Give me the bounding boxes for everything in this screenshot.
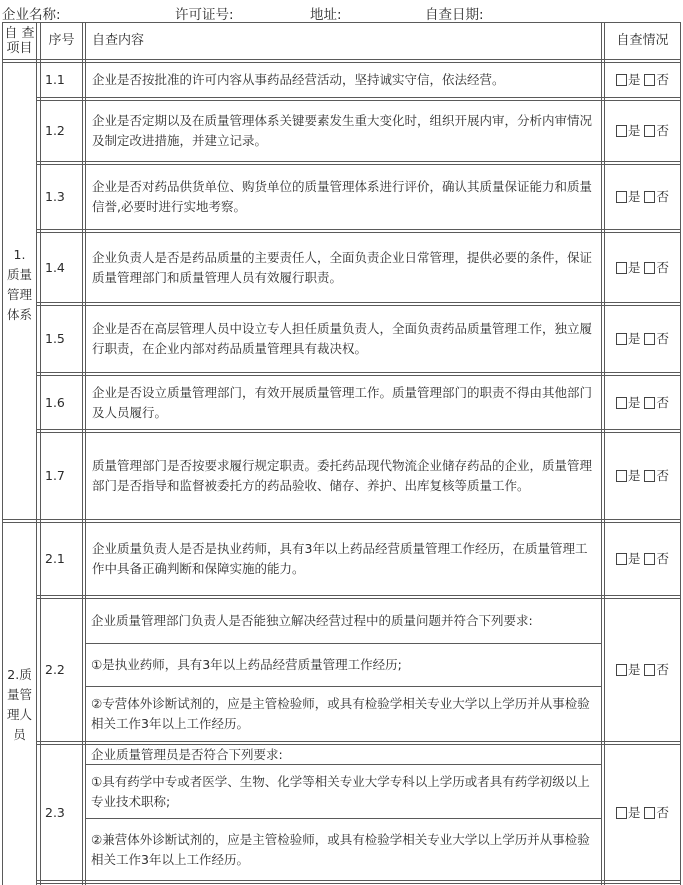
- row-content: 企业是否对药品供货单位、购货单位的质量管理体系进行评价，确认其质量保证能力和质量信誉,必要时进行实地考察。: [92, 179, 593, 214]
- yes-checkbox[interactable]: [616, 397, 627, 409]
- category-quality-personnel: 2.质量管理人员: [7, 667, 33, 742]
- yes-label: 是: [627, 394, 641, 410]
- row-content: 企业负责人是否是药品质量的主要责任人，全面负责企业日常管理，提供必要的条件，保证质量管理部门和质量管理人员有效履行职责。: [92, 249, 593, 285]
- no-label: 否: [656, 394, 669, 410]
- yes-checkbox[interactable]: [616, 664, 627, 676]
- address-label: 地址:: [310, 7, 342, 23]
- status-choice[interactable]: [605, 101, 680, 161]
- row-subcontent: ②兼营体外诊断试剂的，应是主管检验师，或具有检验学相关专业大学以上学历并从事检验相关工作3年以上工作经历。: [91, 831, 590, 867]
- row-seq: 2.2: [45, 662, 65, 677]
- yes-label: 是: [627, 662, 641, 677]
- status-choice[interactable]: [605, 599, 680, 741]
- no-label: 否: [656, 804, 669, 820]
- yes-label: 是: [627, 551, 641, 566]
- header-content: 自查内容: [92, 33, 145, 48]
- yes-checkbox[interactable]: [616, 191, 627, 203]
- row-seq: 2.1: [45, 551, 65, 566]
- yes-checkbox[interactable]: [616, 125, 627, 137]
- row-content: 企业是否定期以及在质量管理体系关键要素发生重大变化时，组织开展内审，分析内审情况及制定改进措施，并建立记录。: [92, 113, 593, 148]
- yes-checkbox[interactable]: [616, 262, 627, 274]
- no-label: 否: [656, 123, 669, 138]
- row-seq: 1.2: [45, 123, 65, 138]
- status-choice[interactable]: [605, 63, 680, 97]
- status-choice[interactable]: [605, 745, 680, 880]
- row-subcontent: ①是执业药师，具有3年以上药品经营质量管理工作经历;: [91, 657, 402, 672]
- category-quality-system: 1. 质量管理体系: [7, 247, 33, 322]
- yes-label: 是: [627, 804, 641, 820]
- status-choice[interactable]: [605, 233, 680, 302]
- yes-label: 是: [627, 189, 641, 204]
- status-choice[interactable]: [605, 376, 680, 429]
- row-seq: 2.3: [45, 804, 65, 820]
- inspection-date-label: 自查日期:: [425, 7, 484, 23]
- row-subcontent: 企业质量管理部门负责人是否能独立解决经营过程中的质量问题并符合下列要求:: [91, 613, 533, 628]
- yes-checkbox[interactable]: [616, 807, 627, 819]
- status-choice[interactable]: [605, 306, 680, 372]
- row-seq: 1.5: [45, 331, 65, 346]
- status-choice[interactable]: [605, 433, 680, 519]
- header-status: 自查情况: [616, 33, 669, 48]
- no-label: 否: [656, 331, 669, 346]
- status-choice[interactable]: [605, 165, 680, 229]
- yes-label: 是: [627, 259, 641, 275]
- row-content: 企业是否按批准的许可内容从事药品经营活动，坚持诚实守信，依法经营。: [92, 72, 505, 87]
- yes-label: 是: [627, 331, 641, 346]
- no-checkbox[interactable]: [644, 664, 655, 676]
- row-subcontent: ①具有药学中专或者医学、生物、化学等相关专业大学专科以上学历或者具有药学初级以上专业技术职称;: [91, 773, 590, 809]
- yes-checkbox[interactable]: [616, 553, 627, 565]
- no-checkbox[interactable]: [644, 470, 655, 482]
- no-checkbox[interactable]: [644, 553, 655, 565]
- no-checkbox[interactable]: [644, 333, 655, 345]
- yes-label: 是: [627, 468, 641, 483]
- row-seq: 1.4: [45, 259, 65, 275]
- row-seq: 1.1: [45, 72, 65, 87]
- yes-checkbox[interactable]: [616, 74, 627, 86]
- header-item: 自 查 项目: [4, 26, 35, 56]
- row-seq: 1.6: [45, 394, 65, 410]
- no-checkbox[interactable]: [644, 262, 655, 274]
- yes-label: 是: [627, 123, 641, 138]
- row-content: 企业是否在高层管理人员中设立专人担任质量负责人，全面负责药品质量管理工作，独立履行职责，在企业内部对药品质量管理具有裁决权。: [92, 321, 593, 356]
- header-seq: 序号: [48, 33, 75, 48]
- no-label: 否: [656, 468, 669, 483]
- yes-checkbox[interactable]: [616, 470, 627, 482]
- license-number-label: 许可证号:: [175, 7, 234, 23]
- no-label: 否: [656, 72, 669, 87]
- no-label: 否: [656, 551, 669, 566]
- no-checkbox[interactable]: [644, 397, 655, 409]
- status-choice[interactable]: [605, 523, 680, 595]
- no-label: 否: [656, 662, 669, 677]
- no-checkbox[interactable]: [644, 191, 655, 203]
- no-label: 否: [656, 259, 669, 275]
- row-seq: 1.3: [45, 189, 65, 204]
- row-subcontent: 企业质量管理员是否符合下列要求:: [91, 746, 283, 762]
- no-checkbox[interactable]: [644, 807, 655, 819]
- row-content: 质量管理部门是否按要求履行规定职责。委托药品现代物流企业储存药品的企业，质量管理部门是否指导和监督被委托方的药品验收、储存、养护、出库复核等质量工作。: [92, 458, 593, 493]
- yes-checkbox[interactable]: [616, 333, 627, 345]
- no-checkbox[interactable]: [644, 125, 655, 137]
- row-content: 企业质量负责人是否是执业药师，具有3年以上药品经营质量管理工作经历，在质量管理工作中具备正确判断和保障实施的能力。: [92, 541, 588, 576]
- no-label: 否: [656, 189, 669, 204]
- company-name-label: 企业名称:: [2, 7, 61, 23]
- row-content: 企业是否设立质量管理部门，有效开展质量管理工作。质量管理部门的职责不得由其他部门及人员履行。: [92, 384, 593, 420]
- row-seq: 1.7: [45, 468, 65, 483]
- yes-label: 是: [627, 72, 641, 87]
- row-subcontent: ②专营体外诊断试剂的，应是主管检验师，或具有检验学相关专业大学以上学历并从事检验相关工作3年以上工作经历。: [91, 696, 590, 731]
- no-checkbox[interactable]: [644, 74, 655, 86]
